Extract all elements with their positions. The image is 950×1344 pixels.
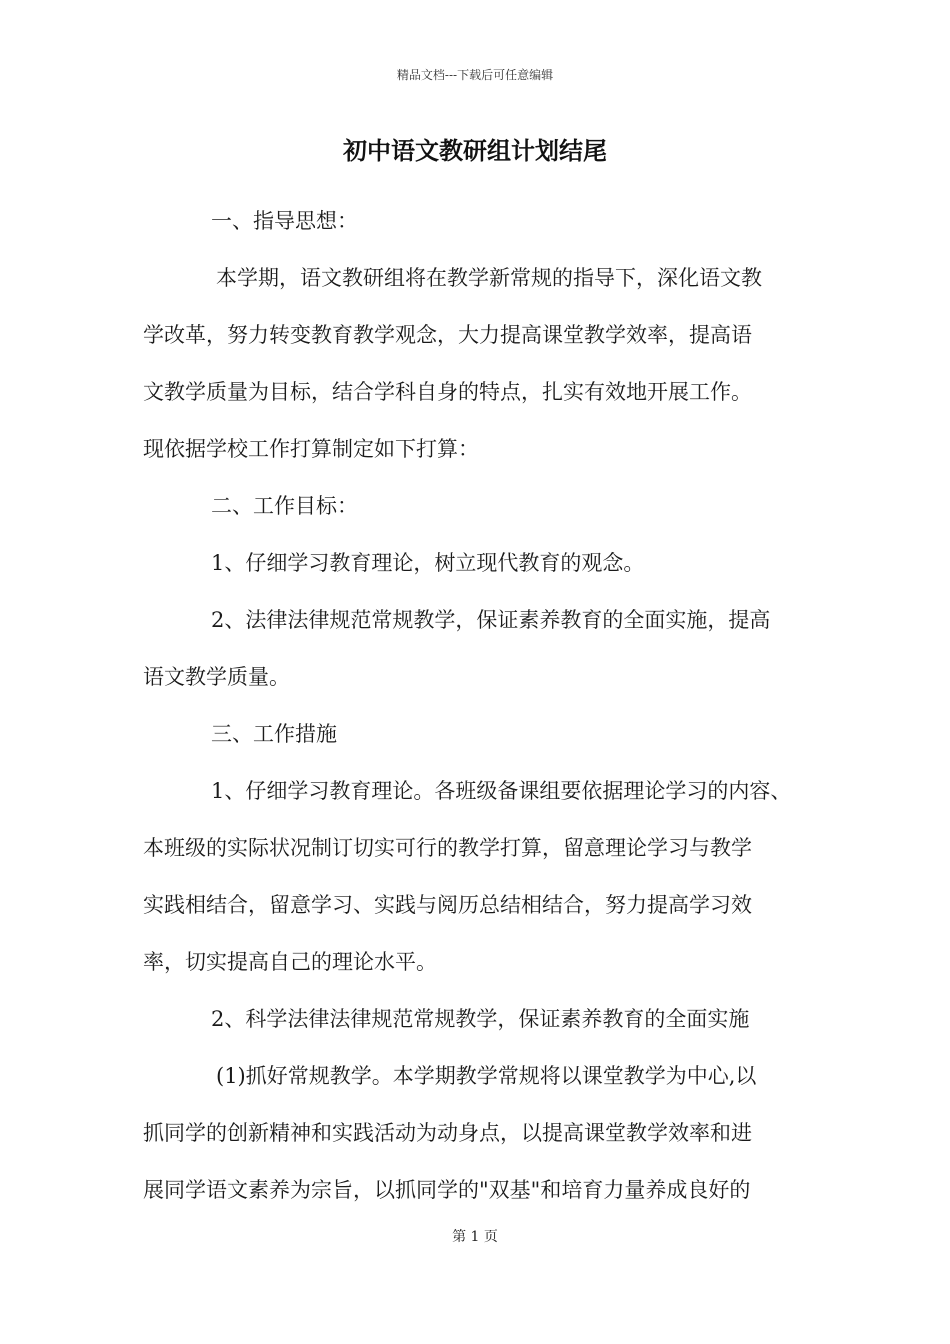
section-heading-guiding-thought: 一、指导思想： [211,209,358,233]
paragraph-line: 实践相结合，留意学习、实践与阅历总结相结合，努力提高学习效 [143,893,752,917]
paragraph-line: (1)抓好常规教学。本学期教学常规将以课堂教学为中心,以 [216,1064,757,1088]
paragraph-line: 展同学语文素养为宗旨，以抓同学的"双基"和培育力量养成良好的 [143,1178,751,1202]
paragraph-line: 现依据学校工作打算制定如下打算： [143,437,479,461]
paragraph-line: 文教学质量为目标，结合学科自身的特点，扎实有效地开展工作。 [143,380,752,404]
page-number: 第 1 页 [452,1229,498,1245]
page-header-note: 精品文档---下载后可任意编辑 [396,68,554,82]
paragraph-line: 1、仔细学习教育理论。各班级备课组要依据理论学习的内容、 [211,779,792,803]
section-heading-work-measures: 三、工作措施 [211,722,337,746]
section-heading-work-goals: 二、工作目标： [211,494,358,518]
paragraph-line: 2、法律法律规范常规教学，保证素养教育的全面实施，提高 [211,608,771,632]
paragraph-line: 率，切实提高自己的理论水平。 [143,950,437,974]
paragraph-line: 抓同学的创新精神和实践活动为动身点，以提高课堂教学效率和进 [143,1121,752,1145]
paragraph-line: 2、科学法律法律规范常规教学，保证素养教育的全面实施 [211,1007,750,1031]
paragraph-line: 本班级的实际状况制订切实可行的教学打算，留意理论学习与教学 [143,836,752,860]
paragraph-line: 语文教学质量。 [143,665,290,689]
paragraph-line: 学改革，努力转变教育教学观念，大力提高课堂教学效率，提高语 [143,323,752,347]
document-title: 初中语文教研组计划结尾 [343,136,607,165]
paragraph-line: 1、仔细学习教育理论，树立现代教育的观念。 [211,551,645,575]
paragraph-line: 本学期，语文教研组将在教学新常规的指导下，深化语文教 [216,266,762,290]
document-body [143,193,813,1219]
